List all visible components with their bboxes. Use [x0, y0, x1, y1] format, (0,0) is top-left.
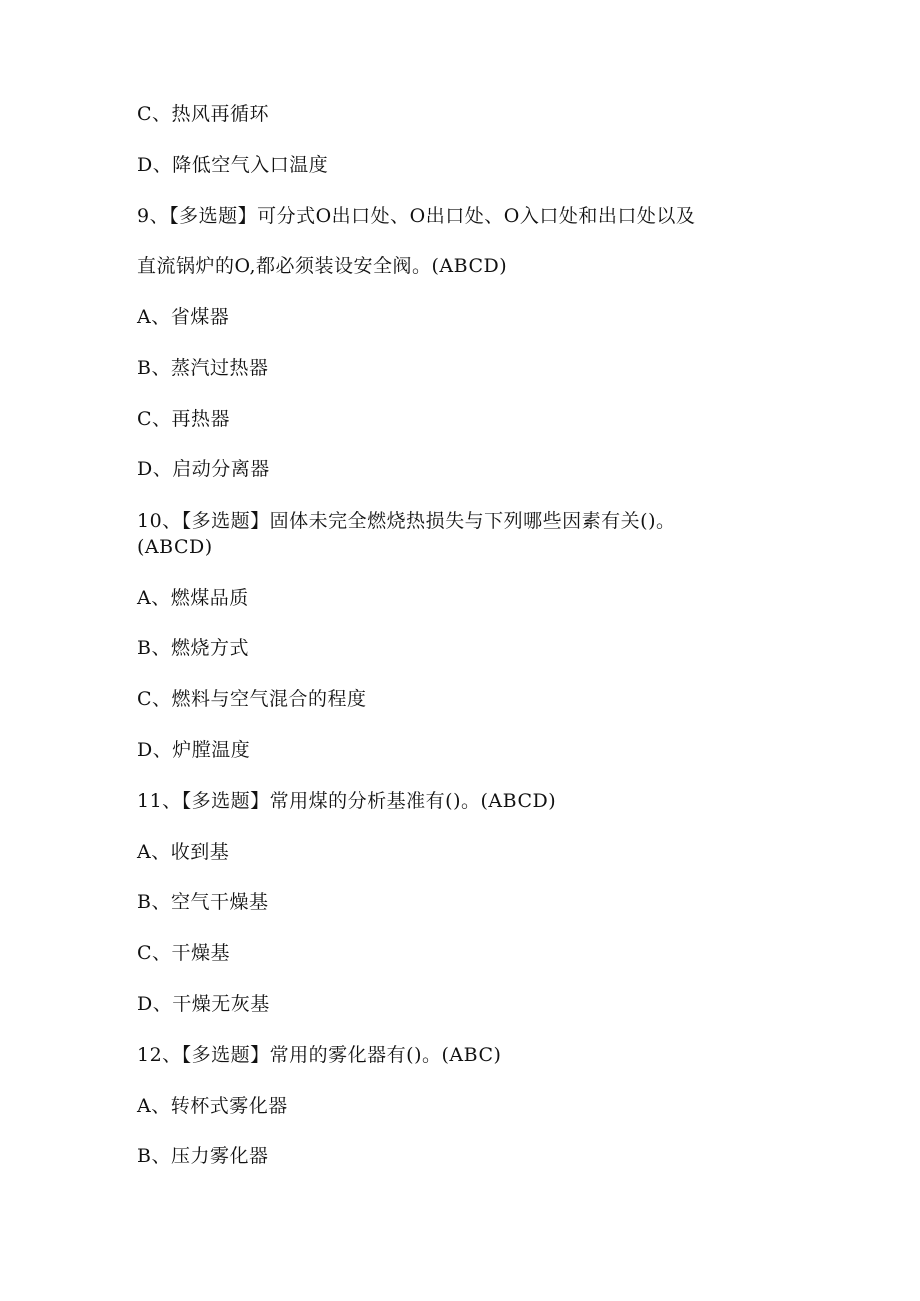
option-c-q11: C、干燥基	[137, 942, 231, 964]
option-d-q8: D、降低空气入口温度	[137, 154, 329, 176]
option-d-q11: D、干燥无灰基	[137, 993, 270, 1015]
option-c-q9: C、再热器	[137, 408, 231, 430]
option-a-q9: A、省煤器	[137, 306, 230, 328]
option-b-q10: B、燃烧方式	[137, 637, 249, 659]
option-d-q10: D、炉膛温度	[137, 739, 251, 761]
option-a-q12: A、转杯式雾化器	[137, 1095, 288, 1117]
option-c-q8: C、热风再循环	[137, 103, 270, 125]
question-10-line-1: 10、【多选题】固体未完全燃烧热损失与下列哪些因素有关()。	[137, 510, 676, 532]
option-a-q11: A、收到基	[137, 841, 230, 863]
option-b-q9: B、蒸汽过热器	[137, 357, 269, 379]
option-d-q9: D、启动分离器	[137, 458, 270, 480]
question-9-line-1: 9、【多选题】可分式O出口处、O出口处、O入口处和出口处以及	[137, 205, 696, 227]
question-11: 11、【多选题】常用煤的分析基准有()。(ABCD)	[137, 790, 557, 812]
option-a-q10: A、燃煤品质	[137, 587, 249, 609]
question-10-answer: (ABCD)	[137, 536, 213, 558]
option-c-q10: C、燃料与空气混合的程度	[137, 688, 367, 710]
question-12: 12、【多选题】常用的雾化器有()。(ABC)	[137, 1044, 502, 1066]
option-b-q12: B、压力雾化器	[137, 1145, 269, 1167]
option-b-q11: B、空气干燥基	[137, 891, 269, 913]
question-9-line-2: 直流锅炉的O,都必须装设安全阀。(ABCD)	[137, 255, 508, 277]
